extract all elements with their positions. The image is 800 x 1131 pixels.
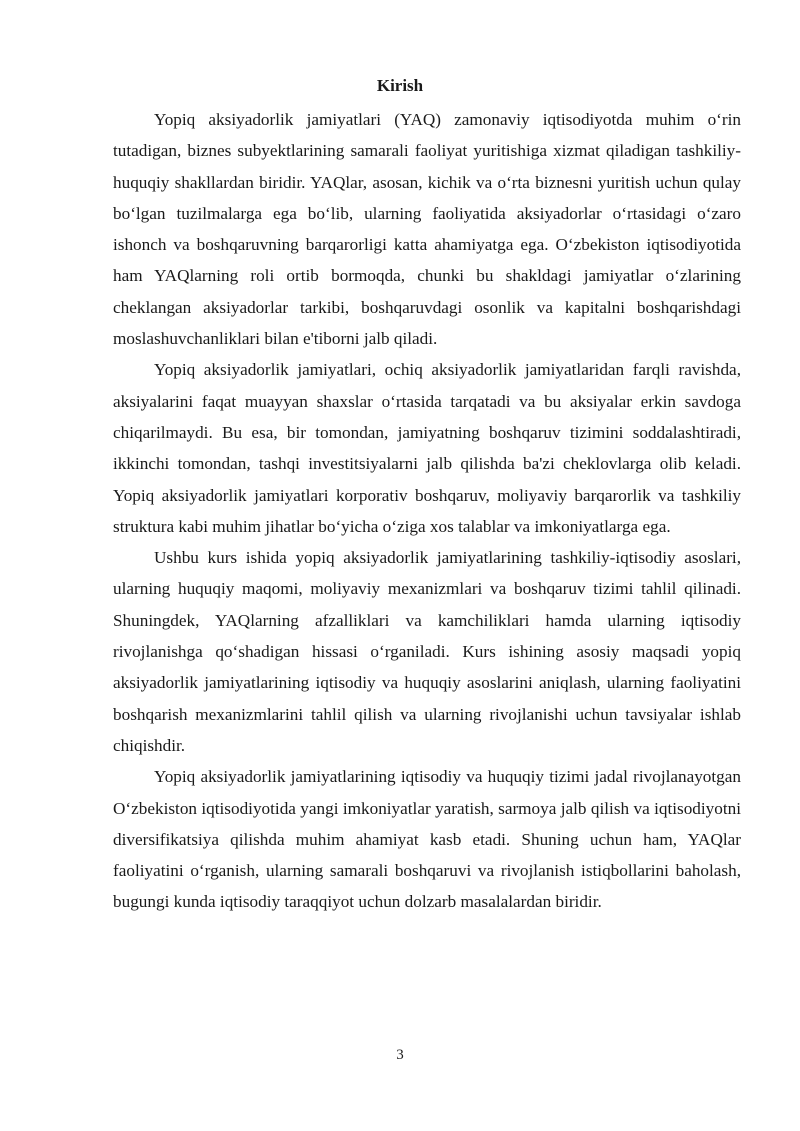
section-title: Kirish: [376, 76, 424, 95]
paragraph: Yopiq aksiyadorlik jamiyatlari, ochiq aksiyadorlik jamiyatlaridan farqli ravishda, aksiyalarini faqat muayyan shaxslar o‘rtasida tarqatadi va bu aksiyalar erkin savdoga chiqarilmaydi. Bu esa, bir tomondan, jamiyatning boshqaruv tizimini soddalashtiradi, ikkinchi tomondan, tashqi investitsiyalarni jalb qilishda ba'zi cheklovlarga olib keladi. Yopiq aksiyadorlik jamiyatlari korporativ boshqaruv, moliyaviy barqarorlik va tashkiliy struktura kabi muhim jihatlar bo‘yicha o‘ziga xos talablar va imkoniyatlarga ega.: [113, 360, 741, 536]
paragraph: Yopiq aksiyadorlik jamiyatlarining iqtisodiy va huquqiy tizimi jadal rivojlanayotgan O‘zbekiston iqtisodiyotida yangi imkoniyatlar yaratish, sarmoya jalb qilish va iqtisodiyotni diversifikatsiya qilishda muhim ahamiyat kasb etadi. Shuning uchun ham, YAQlar faoliyatini o‘rganish, ularning samarali boshqaruvi va rivojlanish istiqbollarini baholash, bugungi kunda iqtisodiy taraqqiyot uchun dolzarb masalalardan biridir.: [113, 767, 741, 912]
body-text: [113, 104, 741, 918]
paragraph: Ushbu kurs ishida yopiq aksiyadorlik jamiyatlarining tashkiliy-iqtisodiy asoslari, ularning huquqiy maqomi, moliyaviy mexanizmlari va boshqaruv tizimi tahlil qilinadi. Shuningdek, YAQlarning afzalliklari va kamchiliklari hamda ularning iqtisodiy rivojlanishga qo‘shadigan hissasi o‘rganiladi. Kurs ishining asosiy maqsadi yopiq aksiyadorlik jamiyatlarining iqtisodiy va huquqiy asoslarini aniqlash, ularning faoliyatini boshqarish mexanizmlarini tahlil qilish va ularning rivojlanishi uchun tavsiyalar ishlab chiqishdir.: [113, 548, 741, 755]
page-number: 3: [396, 1047, 404, 1063]
paragraph: Yopiq aksiyadorlik jamiyatlari (YAQ) zamonaviy iqtisodiyotda muhim o‘rin tutadigan, biznes subyektlarining samarali faoliyat yuritishiga xizmat qiladigan tashkiliy-huquqiy shakllardan biridir. YAQlar, asosan, kichik va o‘rta biznesni yuritish uchun qulay bo‘lgan tuzilmalarga ega bo‘lib, ularning faoliyatida aksiyadorlar o‘rtasidagi o‘zaro ishonch va boshqaruvning barqarorligi katta ahamiyatga ega. O‘zbekiston iqtisodiyotida ham YAQlarning roli ortib bormoqda, chunki bu shakldagi jamiyatlar o‘zlarining cheklangan aksiyadorlar tarkibi, boshqaruvdagi osonlik va kapitalni boshqarishdagi moslashuvchanliklari bilan e'tiborni jalb qiladi.: [113, 110, 741, 349]
